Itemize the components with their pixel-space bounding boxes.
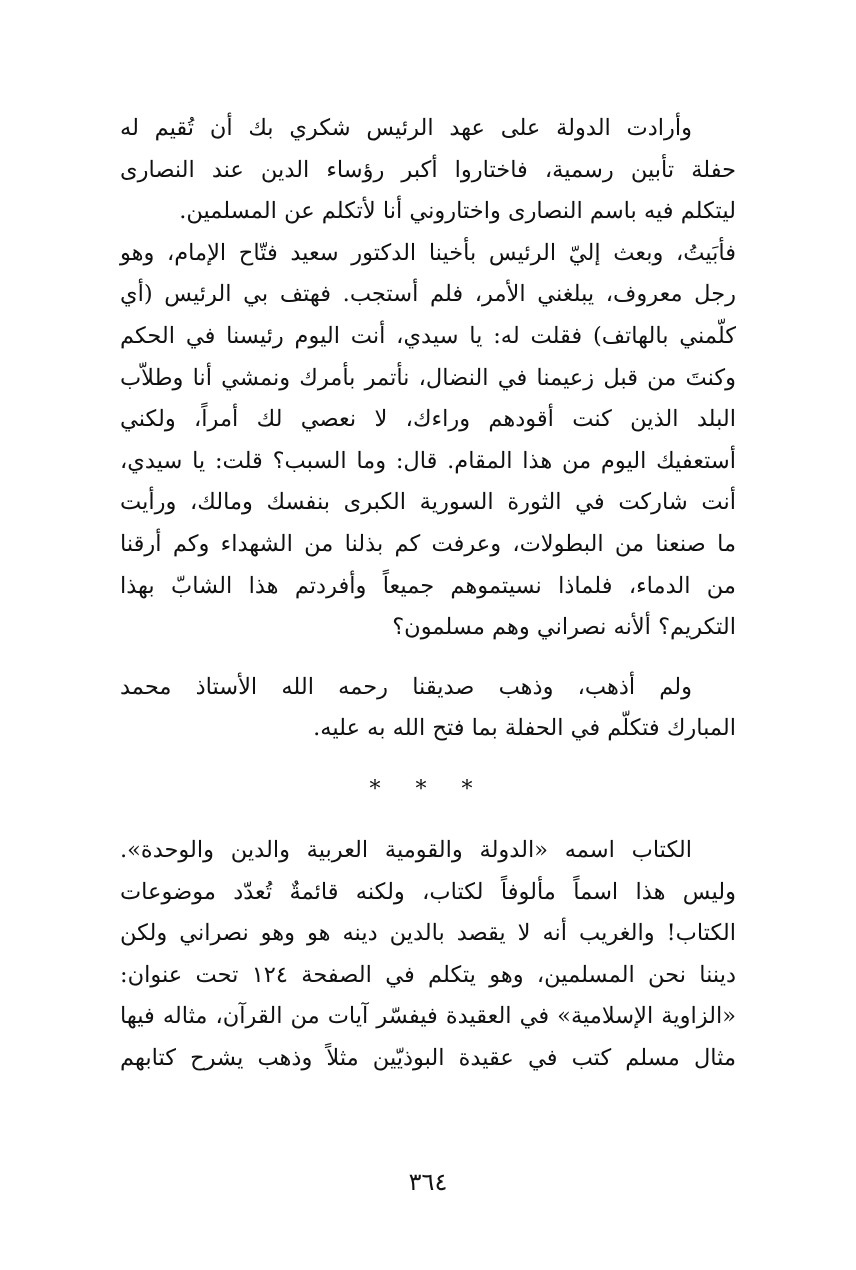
page-body [120,108,736,1079]
text-line: من الدماء، فلماذا نسيتموهم جميعاً وأفردتم هذا الشابّ بهذا [120,572,736,599]
text-line: وكنتَ من قبل زعيمنا في النضال، نأتمر بأمرك ونمشي أنا وطلاّب [120,364,736,391]
text-line: «الزاوية الإسلامية» في العقيدة فيفسّر آيات من القرآن، مثاله فيها [120,1003,736,1030]
text-line: كلّمني بالهاتف) فقلت له: يا سيدي، أنت اليوم رئيسنا في الحكم [120,322,736,349]
section-separator: * * * [369,776,487,802]
text-line: وأرادت الدولة على عهد الرئيس شكري بك أن تُقيم له [120,115,692,141]
text-line: مثال مسلم كتب في عقيدة البوذيّين مثلاً وذهب يشرح كتابهم [120,1044,736,1071]
text-line: فأبَيتُ، وبعث إليّ الرئيس بأخينا الدكتور سعيد فتّاح الإمام، وهو [120,239,737,266]
text-line: ليتكلم فيه باسم النصارى واختاروني أنا لأتكلم عن المسلمين. [179,198,736,225]
paragraph-3 [120,830,736,1080]
text-line: البلد الذين كنت أقودهم وراءك، لا نعصي لك أمراً، ولكني [120,406,736,433]
paragraph-1 [120,108,736,649]
text-line: أنت شاركت في الثورة السورية الكبرى بنفسك ومالك، ورأيت [120,489,736,516]
text-line: أستعفيك اليوم من هذا المقام. قال: وما السبب؟ قلت: يا سيدي، [120,447,736,474]
text-line: ما صنعنا من البطولات، وعرفت كم بذلنا من الشهداء وكم أرقنا [120,530,736,557]
text-line: حفلة تأبين رسمية، فاختاروا أكبر رؤساء الدين عند النصارى [120,156,736,183]
text-line: ديننا نحن المسلمين، وهو يتكلم في الصفحة ١٢٤ تحت عنوان: [120,961,736,988]
text-line: التكريم؟ ألأنه نصراني وهم مسلمون؟ [392,614,736,641]
text-line: رجل معروف، يبلغني الأمر، فلم أستجب. فهتف بي الرئيس (أي [120,281,736,308]
text-line: وليس هذا اسماً مألوفاً لكتاب، ولكنه قائمةٌ تُعدّد موضوعات [120,878,736,905]
text-line: الكتاب! والغريب أنه لا يقصد بالدين دينه هو وهو نصراني ولكن [120,920,736,947]
paragraph-2 [120,667,736,750]
text-line: ولم أذهب، وذهب صديقنا رحمه الله الأستاذ محمد [120,673,692,700]
page-number: ٣٦٤ [408,1168,448,1196]
text-line: المبارك فتكلّم في الحفلة بما فتح الله به عليه. [313,715,736,742]
text-line: الكتاب اسمه «الدولة والقومية العربية والدين والوحدة». [120,836,692,863]
